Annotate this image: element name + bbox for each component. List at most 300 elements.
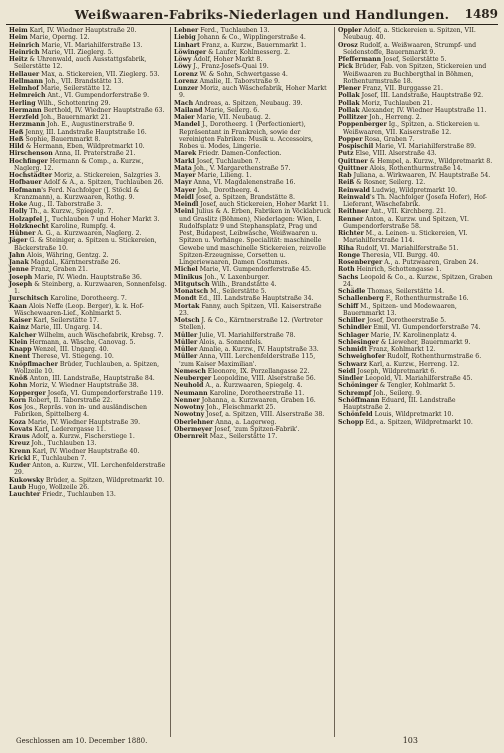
entry-details: Jos., Repräs. von in- und ausländischen Fabriken, Spittelberg 4. — [14, 404, 147, 419]
directory-entry — [174, 368, 331, 375]
entry-details: Rosa, Graben 7. — [362, 135, 415, 143]
directory-entry — [9, 100, 167, 107]
directory-entry — [338, 346, 495, 353]
print-date: Geschlossen am 10. December 1880. — [16, 737, 148, 745]
directory-entry — [9, 281, 167, 296]
entry-name: Mach — [174, 99, 194, 107]
directory-entry — [9, 187, 167, 202]
entry-name: Kaan — [9, 302, 27, 310]
entry-name: Kos — [9, 404, 22, 411]
entry-name: Kreuz — [9, 440, 30, 448]
entry-details: Ed., a. Spitzen, Wildpretmarkt 10. — [363, 418, 473, 426]
entry-details: Brüder, Tuchlauben, a. Spitzen, Wollzeile 10. — [14, 360, 160, 375]
entry-name: Kalcher — [9, 331, 37, 339]
directory-entry — [174, 187, 331, 194]
directory-entry — [9, 252, 167, 259]
entry-name: Michel — [174, 266, 198, 274]
entry-details: Josef, a. Spitzen, Brandstätte 8. — [193, 193, 295, 201]
directory-entry — [9, 462, 167, 477]
directory-entry — [9, 397, 167, 404]
entry-details: Anna, a. Lagerweg. — [213, 418, 277, 426]
directory-entry — [174, 339, 331, 346]
entry-details: Marie, IV. Wiedn. Hauptstraße 36. — [32, 273, 142, 281]
entry-name: Lunzer — [174, 85, 199, 92]
entry-details: Marie, IV. Karolinenplatz 4. — [368, 331, 457, 339]
entry-details: Louis, Wildpretmarkt 10. — [372, 411, 454, 419]
entry-details: Berthold, IV. Wiedner Hauptstraße 63. — [41, 106, 165, 114]
entry-name: Heitz — [9, 56, 28, 63]
directory-entry — [9, 353, 167, 360]
entry-details: Jenny, III. Landstraße Hauptstraße 16. — [23, 128, 147, 136]
directory-entry — [174, 100, 331, 107]
entry-details: Ant., VII. Kirchberg. 21. — [368, 208, 446, 216]
entry-details: Julie, VI. Mariahilferstraße 78. — [197, 331, 296, 339]
entry-details: Hermann & Comp., a. Kurzw., Naglerg. 12. — [14, 157, 144, 172]
directory-entry — [9, 477, 167, 484]
entry-details: F., Rothenthurmstraße 16. — [383, 295, 469, 303]
directory-columns — [6, 27, 498, 737]
entry-name: Orosz — [338, 41, 358, 49]
directory-entry — [174, 56, 331, 63]
entry-details: Karoline, Dorotheerstraße 11. — [207, 389, 305, 397]
entry-details: Therese, VI. Stiegeng. 10. — [30, 353, 114, 361]
entry-name: Reinwald — [338, 193, 370, 201]
directory-entry — [174, 317, 331, 332]
entry-name: Helmhof — [9, 85, 39, 92]
entry-details: Alois Neffe (Leop. Berger), k. k. Hof-Wäschewaaren-Lief., Kohlmarkt 5. — [14, 302, 144, 317]
directory-entry — [174, 179, 331, 186]
entry-name: Krenn — [9, 447, 31, 455]
entry-details: M., Seilerstätte 5. — [208, 288, 267, 295]
entry-name: Schlesinger — [338, 338, 379, 346]
directory-entry — [174, 295, 331, 302]
entry-details: Marie, IV. Wiedner Hauptstraße 39. — [25, 418, 141, 426]
entry-name: Mortak — [174, 302, 200, 310]
entry-name: Neumann — [174, 389, 208, 397]
entry-details: Adolf, Hoher Markt 8. — [191, 56, 263, 63]
entry-name: Mondt — [174, 295, 197, 303]
entry-name: Knapp — [9, 346, 32, 353]
entry-details: A., a. Kurzwaaren, Spiegelg. 4. — [203, 382, 303, 390]
entry-details: Adolf, a. Kurzw., Fischerstiege 1. — [29, 433, 135, 440]
entry-details: Joh. E., Augustinerstraße 9. — [45, 121, 135, 129]
entry-name: Schweighofer — [338, 353, 386, 361]
entry-name: Kainz — [9, 324, 29, 332]
entry-details: A., a. Putzwaaren, Graben 24. — [382, 259, 479, 266]
entry-name: Riha — [338, 244, 355, 252]
directory-entry — [338, 179, 495, 186]
entry-name: Quittner — [338, 164, 368, 172]
entry-name: Putz — [338, 150, 354, 158]
entry-details: Andreas, a. Spitzen, Neubaug. 39. — [193, 99, 303, 107]
entry-details: Heinrich, Schottengasse 1. — [354, 266, 442, 274]
entry-name: Kohn — [9, 382, 28, 390]
directory-entry — [338, 172, 495, 179]
directory-entry — [9, 361, 167, 376]
directory-entry — [174, 194, 331, 201]
entry-name: Markl — [174, 157, 195, 165]
directory-entry — [9, 295, 167, 302]
entry-name: Mandel — [174, 121, 200, 129]
entry-name: Hübner — [9, 230, 36, 237]
entry-name: Knöpflmacher — [9, 360, 58, 368]
entry-details: Josef, Seilerstätte 5. — [381, 56, 447, 63]
entry-details: Juliana, a. Wirkwaaren, IV. Hauptstraße 54. — [351, 172, 491, 179]
entry-details: Thomas, Seilerstätte 14. — [365, 288, 445, 295]
entry-name: Hoke — [9, 201, 28, 208]
entry-name: Obernreit — [174, 433, 208, 440]
page-header — [6, 6, 498, 25]
entry-name: Meinl — [174, 208, 194, 216]
entry-name: Kovats — [9, 425, 33, 433]
entry-name: Koza — [9, 418, 26, 426]
entry-details: 's Ferd. Nachfolger (J. Stöckl & Kranzmann), a. Kurzwaaren, Rothg. 9. — [14, 186, 140, 201]
directory-entry — [9, 237, 167, 252]
entry-name: Schopp — [338, 418, 364, 426]
entry-name: Pospischil — [338, 143, 374, 150]
entry-details: & Hermann, Eben, Wildpretmarkt 10. — [23, 143, 145, 150]
entry-details: Robert, II. Taborstraße 22. — [26, 396, 113, 404]
entry-details: Anna, VIII. Lerchenfelderstraße 115, 'zum Kaiser Maximilian'. — [179, 353, 316, 368]
directory-entry — [9, 223, 167, 230]
directory-entry — [9, 201, 167, 208]
directory-entry — [338, 208, 495, 215]
directory-entry — [9, 317, 167, 324]
directory-entry — [9, 433, 167, 440]
entry-name: Löwy — [174, 56, 192, 63]
entry-name: Müller — [174, 346, 198, 353]
entry-name: Laub — [9, 483, 27, 491]
entry-details: Hermann, a. Wäsche, Canovag. 5. — [27, 338, 136, 346]
entry-name: Marek — [174, 150, 197, 158]
directory-entry — [338, 194, 495, 209]
page-title: Weißwaaren-Fabriks-Niederlagen und Handlungen. — [74, 7, 450, 22]
entry-details: 's Th. Nachfolger (Josefa Hofer), Hof-Lieferant, Wäschefabrik. — [343, 193, 487, 208]
entry-name: Hild — [9, 143, 24, 150]
entry-details: Friedr. Damen-Confection. — [196, 150, 282, 158]
entry-name: Hermann — [9, 106, 42, 114]
entry-name: Quittner — [338, 157, 368, 165]
entry-name: Pollak — [338, 106, 360, 114]
entry-name: Popper — [338, 135, 363, 143]
entry-details: Julius & A. Erben, Fabriken in Vöcklabruck und Graslitz (Böhmen), Niederlagen: Wien, I. Rudolfsplatz 9 und Stephansplatz, Prag und Pest, Budapest, Leibwäsche, Weißwaaren u. Spitzen u. Vorhänge. Specialität: maschinelle Gewebe und maschinelle Stickereien, reizvolle Spitzen-Erzeugnisse, Corsetten u. Lingeriewaaren, Damen Costumes. — [179, 208, 331, 266]
directory-entry — [338, 158, 495, 165]
entry-details: & Uhrenwald, auch Ausstattgsfabrik, Seilerstätte 12. — [14, 56, 147, 71]
directory-entry — [174, 426, 331, 433]
entry-name: Holly — [9, 208, 28, 216]
directory-entry — [174, 208, 331, 266]
directory-entry — [338, 114, 495, 121]
entry-details: Karl, IV. Wiedner Hauptstraße 20. — [27, 27, 137, 34]
entry-name: Pick — [338, 63, 354, 71]
directory-entry — [9, 419, 167, 426]
entry-details: Amalie, II. Taborstraße 9. — [197, 77, 281, 85]
entry-details: Josef, Tuchlauben 7. — [194, 157, 261, 165]
entry-details: Joh., V. Margarethenstraße 57. — [191, 164, 291, 172]
entry-name: Lebner — [174, 27, 199, 34]
entry-details: Franz, a. Kurzw., Bauernmarkt 1. — [199, 41, 307, 49]
directory-entry — [174, 49, 331, 56]
directory-entry — [338, 27, 495, 42]
directory-entry — [9, 484, 167, 491]
column-1 — [6, 27, 170, 737]
directory-entry — [174, 150, 331, 157]
entry-name: Jenne — [9, 266, 29, 274]
entry-name: Schönfeld — [338, 411, 373, 419]
entry-details: Ferd., Tuchlauben 13. — [198, 27, 270, 34]
entry-name: Hofmann — [9, 186, 42, 194]
entry-name: Müller — [174, 338, 198, 346]
directory-entry — [338, 375, 495, 382]
entry-name: Herzfeld — [9, 114, 39, 121]
directory-entry — [338, 353, 495, 360]
directory-entry — [338, 107, 495, 114]
directory-entry — [174, 375, 331, 382]
directory-entry — [338, 136, 495, 143]
entry-name: Nowotny — [174, 404, 205, 411]
directory-entry — [338, 42, 495, 57]
entry-name: Schlager — [338, 331, 369, 339]
directory-entry — [9, 426, 167, 433]
entry-name: Mayr — [174, 179, 192, 187]
entry-details: A. G., a. Kurzwaaren, Naglerg. 2. — [35, 230, 142, 237]
entry-details: Ed., III. Landstraße Hauptstraße 34. — [196, 295, 314, 303]
entry-name: Heinrich — [9, 48, 40, 56]
directory-entry — [338, 411, 495, 418]
entry-details: Karl, a. Kurzw., Herreng. 12. — [366, 360, 460, 368]
directory-entry — [174, 382, 331, 389]
entry-name: Schindler — [338, 324, 372, 332]
directory-entry — [174, 114, 331, 121]
entry-name: Rosenberger — [338, 259, 383, 266]
entry-name: Kukowsky — [9, 476, 44, 484]
directory-entry — [9, 107, 167, 114]
entry-details: Ant., VI. Gumpendorferstraße 9. — [45, 92, 150, 100]
entry-details: Alexander, IV. Wiedner Hauptstraße 11. — [359, 106, 487, 114]
entry-details: Amalie, a. Kurzw., IV. Hauptstraße 33. — [197, 346, 319, 353]
entry-name: Müller — [174, 331, 198, 339]
entry-details: Else, VIII. Alserstraße 43. — [353, 150, 437, 158]
directory-entry — [174, 34, 331, 41]
entry-details: Anton, a. Kurzw., VII. Lerchenfelderstraße 29. — [14, 462, 166, 477]
entry-name: Oppler — [338, 27, 362, 34]
directory-entry — [9, 114, 167, 121]
entry-details: W. & Sohn, Schwertgasse 4. — [197, 70, 288, 78]
directory-entry — [174, 433, 331, 440]
entry-details: Franz, VII. Burggasse 21. — [360, 85, 443, 92]
entry-details: Hugo, Wollzeile 26. — [26, 483, 90, 491]
entry-details: Karl, IV. Wiedner Hauptstraße 40. — [30, 447, 140, 455]
directory-entry — [9, 172, 167, 179]
entry-details: Marie, VI. Gumpendorferstraße 45. — [197, 266, 312, 274]
directory-entry — [338, 259, 495, 266]
directory-entry — [338, 361, 495, 368]
directory-entry — [338, 274, 495, 289]
entry-details: Joh., Fleischmarkt 25. — [204, 404, 276, 411]
entry-details: Joh., Bauernmarkt 21. — [38, 114, 111, 121]
entry-name: Linhart — [174, 41, 200, 49]
directory-entry — [9, 404, 167, 419]
entry-name: Hofbauer — [9, 179, 42, 187]
entry-details: Emil, VI. Gumpendorferstraße 74. — [371, 324, 481, 332]
directory-entry — [9, 382, 167, 389]
entry-name: Hochstädter — [9, 172, 52, 179]
directory-entry — [9, 339, 167, 346]
entry-details: Maz., Seilerstätte 17. — [207, 433, 278, 440]
entry-name: Korn — [9, 396, 27, 404]
directory-entry — [174, 201, 331, 208]
entry-name: Renner — [338, 215, 364, 223]
directory-entry — [9, 85, 167, 92]
entry-details: Joh., VII. Brandstätte 13. — [43, 77, 124, 85]
directory-entry — [338, 85, 495, 92]
directory-entry — [9, 136, 167, 143]
entry-name: Schallenberg — [338, 295, 384, 303]
directory-entry — [174, 411, 331, 418]
entry-name: Löwy — [174, 63, 192, 71]
directory-entry — [338, 390, 495, 397]
entry-name: Schiller — [338, 317, 365, 324]
entry-details: G. & Steiniger, a. Spitzen u. Stickereien, Bäckerstraße 10. — [14, 237, 157, 252]
entry-details: Wenzel, III. Ungarg. 40. — [31, 346, 109, 353]
directory-entry — [174, 78, 331, 85]
entry-name: Maier — [174, 114, 195, 121]
entry-details: Joh., Tuchlauben 13. — [29, 440, 97, 448]
entry-name: Schöninger — [338, 382, 378, 390]
directory-entry — [338, 92, 495, 99]
entry-name: Meidl — [174, 193, 194, 201]
entry-details: Leopoldine, VIII. Alserstraße 56. — [211, 375, 316, 382]
entry-name: Schiff — [338, 302, 359, 310]
directory-entry — [9, 158, 167, 173]
entry-details: Moriz, Tuchlauben 21. — [359, 99, 433, 107]
entry-name: Liebig — [174, 34, 196, 42]
entry-name: Jahn — [9, 251, 25, 259]
entry-details: Sophie, Bauernmarkt 8. — [23, 135, 101, 143]
entry-name: Mayer — [174, 186, 196, 194]
directory-entry — [174, 353, 331, 368]
directory-entry — [9, 440, 167, 447]
entry-details: Aug., II. Taborstraße 3. — [27, 201, 103, 208]
entry-details: Fanny, auch Spitzen, VII. Kaiserstraße 23. — [179, 302, 322, 317]
directory-entry — [174, 63, 331, 70]
entry-details: Max, a. Stickereien, VII. Zieglerg. 53. — [39, 70, 160, 78]
entry-details: Joh., Dorotheerg. 4. — [195, 186, 260, 194]
entry-name: Schmidt — [338, 346, 367, 353]
directory-entry — [338, 419, 495, 426]
entry-name: Jurschitsch — [9, 295, 49, 303]
directory-entry — [174, 288, 331, 295]
entry-details: Marie, VI. Mariahilferstraße 13. — [39, 41, 143, 49]
entry-name: Reinwald — [338, 186, 370, 194]
entry-name: Hochfinger — [9, 157, 48, 165]
entry-name: Oberlehner — [174, 418, 214, 426]
entry-details: Franz, Kohlmarkt 12. — [366, 346, 436, 353]
page-number: 1489 — [464, 7, 498, 21]
directory-entry — [174, 27, 331, 34]
directory-entry — [174, 266, 331, 273]
entry-name: Kuder — [9, 462, 31, 469]
directory-entry — [9, 49, 167, 56]
directory-entry — [9, 259, 167, 266]
directory-entry — [338, 63, 495, 85]
directory-entry — [338, 150, 495, 157]
entry-name: Heß — [9, 128, 24, 136]
directory-entry — [174, 390, 331, 397]
entry-details: & Rosner, Seilerg. 12. — [354, 179, 426, 187]
entry-name: Minikus — [174, 273, 203, 281]
entry-details: Josef, 'zum Spitzen-Fabrik'. — [212, 425, 300, 433]
directory-entry — [174, 404, 331, 411]
entry-name: Meindl — [174, 201, 199, 208]
directory-entry — [9, 491, 167, 498]
entry-name: Nowotny — [174, 411, 205, 419]
entry-name: Klein — [9, 338, 28, 346]
directory-entry — [9, 324, 167, 331]
entry-details: Th., a. Kurzw., Spiegelg. 7. — [27, 208, 114, 216]
entry-name: Joseph — [9, 280, 33, 288]
directory-entry — [174, 397, 331, 404]
entry-details: Alois, a. Sonnenfels. — [197, 338, 263, 346]
directory-entry — [9, 92, 167, 99]
entry-details: Adolf & A., a. Spitzen, Tuchlauben 26. — [41, 179, 164, 187]
directory-entry — [9, 208, 167, 215]
entry-name: Hellauer — [9, 70, 40, 78]
directory-entry — [338, 295, 495, 302]
entry-details: Josef, a. Spitzen, VIII. Alserstraße 38. — [204, 411, 325, 419]
entry-name: Pollitzer — [338, 114, 368, 121]
entry-details: Moriz, auch Wäschefabrik, Hoher Markt 9. — [179, 85, 327, 100]
entry-details: J., Dorotheerg. 1 (Perfectioniert), Repräsentant in Frankreich, sowie der vereinigten Fabriken: Musik u. Accessoirs, Robes u. Modes, Lingerie. — [179, 121, 314, 150]
entry-name: Holzapfel — [9, 215, 43, 223]
entry-details: Marie, Seilerstätte 12. — [38, 85, 112, 92]
entry-name: Joseph — [9, 273, 33, 281]
entry-details: M., a. Leinen- u. Stickereien, VI. Mariahilferstraße 114. — [343, 230, 468, 245]
directory-entry — [338, 332, 495, 339]
entry-name: Helmreich — [9, 92, 46, 100]
entry-details: Karl, Lederergasse 11. — [32, 425, 106, 433]
entry-details: F., Tuchlauben 7. — [30, 454, 87, 462]
directory-entry — [9, 34, 167, 41]
entry-details: Marie, VII. Neubaug. 2. — [194, 114, 271, 121]
entry-name: Kopperger — [9, 389, 46, 397]
page-footer — [6, 735, 498, 749]
entry-details: J. & Co., Kärntnerstraße 12. (Vertreter Stellen). — [179, 317, 323, 332]
entry-details: & Tengler, Kohlmarkt 5. — [377, 382, 456, 390]
entry-details: Alois, Währing, Gentzg. 2. — [24, 251, 109, 259]
directory-entry — [9, 150, 167, 157]
entry-name: Reiß — [338, 179, 355, 187]
directory-entry — [9, 455, 167, 462]
directory-entry — [174, 332, 331, 339]
entry-details: Rudolf, a. Weißwaaren, Strumpf- und Seidenstoffe, Bauernmarkt 9. — [343, 41, 477, 56]
entry-name: Heim — [9, 34, 28, 42]
entry-details: Joh., V. Laxenburger. — [202, 273, 270, 281]
entry-details: Rudolf, Rothenthurmstraße 6. — [385, 353, 482, 361]
directory-entry — [9, 274, 167, 281]
directory-entry — [338, 245, 495, 252]
directory-entry — [9, 129, 167, 136]
entry-details: Leopold & Co., a. Kurzw., Spitzen, Graben 24. — [343, 273, 493, 288]
entry-name: Reithner — [338, 208, 369, 216]
entry-details: Friedr., Tuchlauben 13. — [40, 491, 116, 498]
entry-name: Schrempf — [338, 389, 372, 397]
entry-name: Herling — [9, 99, 36, 107]
entry-name: Pollak — [338, 99, 360, 107]
directory-entry — [9, 303, 167, 318]
directory-entry — [9, 121, 167, 128]
directory-entry — [338, 266, 495, 273]
